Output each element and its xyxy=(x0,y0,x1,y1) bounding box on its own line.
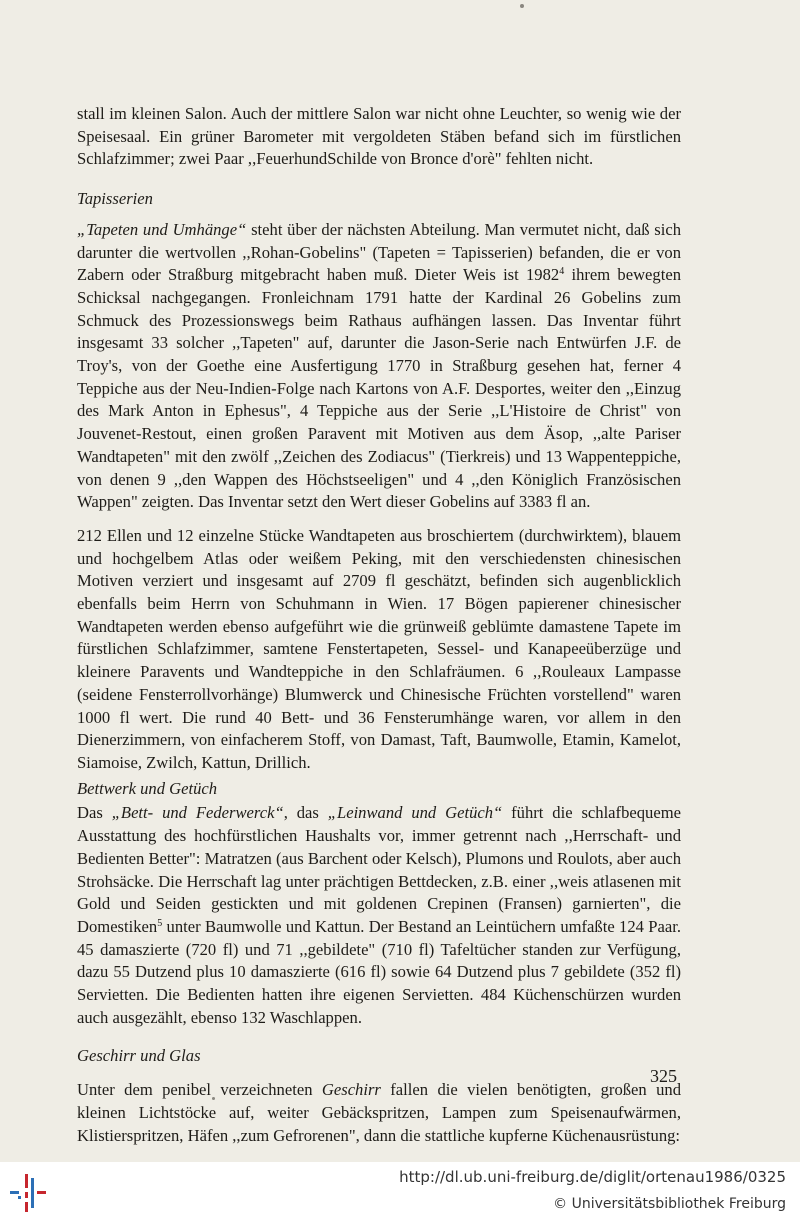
paragraph-bettwerk xyxy=(77,802,681,1029)
section-heading-tapisserien: Tapisserien xyxy=(77,189,153,209)
permalink-url[interactable]: http://dl.ub.uni-freiburg.de/diglit/ortenau1986/0325 xyxy=(399,1168,786,1186)
paragraph-geschirr xyxy=(77,1079,681,1147)
paragraph-text: unter Baumwolle und Kattun. Der Bestand an Leintüchern umfaßte 124 Paar. 45 damaszierte (720 fl) und 71 ,,gebildete" (710 fl) Tafeltücher standen zur Verfügung, dazu 55 Dutzend plus 10 damaszierte (616 fl) sowie 64 Dutzend plus 7 gebildete (352 fl) Servietten. Die Bedienten hatten ihre eigenen Servietten. 484 Küchenschürzen wurden auch ausgezählt, ebenso 132 Waschlappen. xyxy=(77,916,681,1027)
paragraph-text: , das xyxy=(283,803,328,823)
paragraph-wandtapeten: 212 Ellen und 12 einzelne Stücke Wandtapeten aus broschiertem (durchwirktem), blauem und hochgelbem Atlas oder weißem Peking, mit den verschiedensten chinesischen Motiven verziert und insgesamt auf 2709 fl geschätzt, befinden sich augenblicklich ebenfalls beim Herrn von Schuhmann in Wien. 17 Bögen papierener chinesischer Wandtapeten werden ebenso aufgeführt wie die grünweiß geblümte damastene Tapete im fürstlichen Schlafzimmer, samtene Fenstertapeten, Sessel- und Kanapeeüberzüge und kleinere Paravents und Wandteppiche in den Schlafräumen. 6 ,,Rouleaux Lampasse (seidene Fensterrollvorhänge) Blumwerck und Chinesische Früchten vorstellend" waren 1000 fl wert. Die rund 40 Bett- und 36 Fensterumhänge waren, vor allem in den Dienerzimmern, von einfacherem Stoff, von Damast, Taft, Baumwolle, Etamin, Kamelot, Siamoise, Zwilch, Kattun, Drillich. xyxy=(77,525,681,772)
section-heading-geschirr: Geschirr und Glas xyxy=(77,1046,201,1066)
paragraph-text: Das xyxy=(77,803,112,823)
quote-title: „Leinwand und Getüch“ xyxy=(327,803,503,823)
paragraph-text: fallen die vielen benötigten, großen und kleinen Lichtstöcke auf, weiter Gebäckspritzen, Lampen zum Speisenaufwärmen, Klistierspritzen, Häfen ,,zum Gefrorenen", dann die stattliche kupferne Küchenausrüstung: xyxy=(77,1080,681,1145)
copyright-notice: © Universitätsbibliothek Freiburg xyxy=(553,1196,786,1212)
section-heading-bettwerk: Bettwerk und Getüch xyxy=(77,778,218,798)
footnote-ref: 4 xyxy=(559,266,565,278)
viewer-footer xyxy=(0,1162,800,1220)
paragraph-intro: stall im kleinen Salon. Auch der mittlere Salon war nicht ohne Leuchter, so wenig wie der Speisesaal. Ein grüner Barometer mit vergoldeten Stäben befand sich im fürstlichen Schlafzimmer; zwei Paar ,,FeuerhundSchilde von Bronce d'orè" fehlten nicht. xyxy=(77,104,681,169)
ub-freiburg-logo-icon xyxy=(10,1174,52,1212)
page-number: 325 xyxy=(650,1066,677,1086)
paragraph-tapeten xyxy=(77,219,681,514)
paragraph-text: ihrem bewegten Schicksal nachgegangen. Fronleichnam 1791 hatte der Kardinal 26 Gobelins zum Schmuck des Prozessionswegs beim Rathaus aufhängen lassen. Das Inventar führt insgesamt 33 solcher ,,Tapeten" auf, darunter die Jason-Serie nach Entwürfen J.F. de Troy's, von der Goethe eine Ausfertigung 1770 in Straßburg gesehen hat, ferner 4 Teppiche aus der Neu-Indien-Folge nach Kartons von A.F. Desportes, weiter den ,,Einzug des Mark Anton in Ephesus", 4 Teppiche aus der Serie ,,L'Histoire de Christ" von Jouvenet-Restout, einen großen Paravent mit Motiven aus dem Äsop, ,,alte Pariser Wandtapeten" mit den zwölf ,,Zeichen des Zodiacus" (Tierkreis) und 13 Wappenteppiche, von denen 9 ,,den Wappen des Höchstseeligen" und 4 ,,den Königlich Französischen Wappen" zeigten. Das Inventar setzt den Wert dieser Gobelins auf 3383 fl an. xyxy=(77,265,681,512)
paragraph-text: steht über der nächsten Abteilung. Man vermutet nicht, daß sich darunter die wertvollen ,,Rohan-Gobelins" (Tapeten = Tapisserien) befanden, die er von Zabern oder Straßburg mitgebracht haben muß. Dieter Weis ist 1982 xyxy=(77,219,681,285)
body-text xyxy=(77,103,681,1147)
quote-title: „Bett- und Federwerck“ xyxy=(111,803,284,823)
emphasis: Geschirr xyxy=(321,1080,381,1100)
quote-title: „Tapeten und Umhänge“ xyxy=(77,219,247,239)
scan-speck xyxy=(520,4,524,8)
footnote-ref: 5 xyxy=(157,917,163,929)
paragraph-text: führt die schlafbequeme Ausstattung des hochfürstlichen Haushalts vor, immer getrennt nach ,,Herrschaft- und Bedienten Better": Matratzen (aus Barchent oder Kelsch), Plumons und Roulots, aber auch Strohsäcke. Die Herrschaft lag unter prächtigen Bettdecken, z.B. einer ,,weis atlasenen mit Gold und Seiden gestickten und mit goldenen Crepinen (Fransen) garnierten", die Domestiken xyxy=(77,803,681,936)
paragraph-text: Unter dem penibel verzeichneten xyxy=(77,1080,322,1100)
